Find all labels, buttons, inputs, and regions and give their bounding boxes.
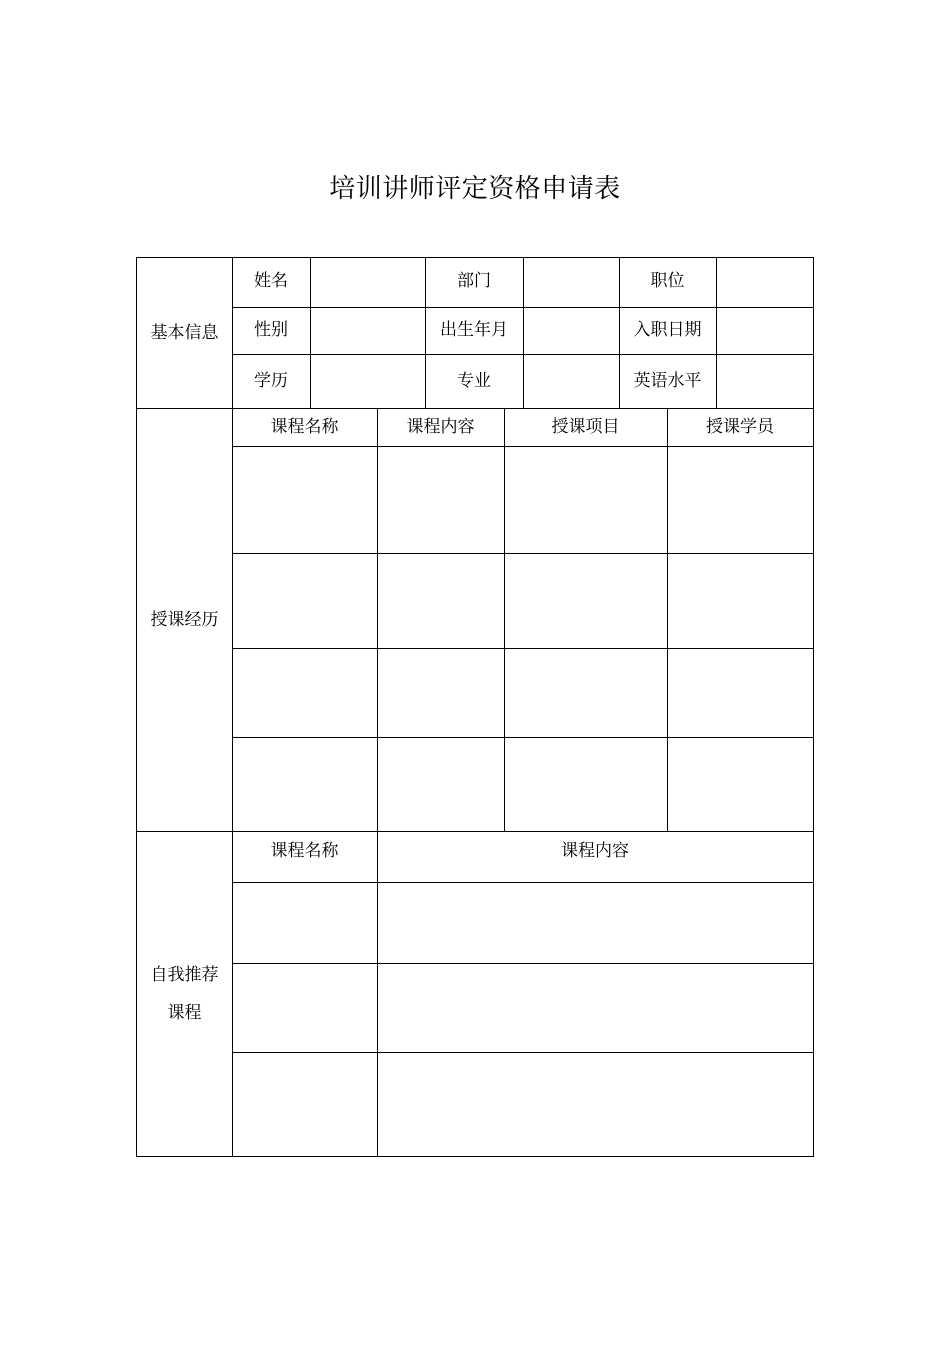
position-field[interactable] <box>717 258 813 307</box>
teaching-cell[interactable] <box>233 447 377 553</box>
teaching-cell[interactable] <box>505 447 667 553</box>
section-divider-teaching <box>136 408 814 409</box>
teaching-cell[interactable] <box>505 738 667 831</box>
table-border-bottom <box>136 1156 814 1157</box>
hire-date-field[interactable] <box>717 308 813 354</box>
teaching-cell[interactable] <box>668 738 813 831</box>
major-field[interactable] <box>524 355 619 408</box>
recommend-label-line2: 课程 <box>167 1003 202 1023</box>
birth-field[interactable] <box>524 308 619 354</box>
recommend-label-line1: 自我推荐 <box>150 965 219 985</box>
teaching-cell[interactable] <box>505 649 667 737</box>
form-title: 培训讲师评定资格申请表 <box>329 174 621 204</box>
recommend-section-label <box>136 831 233 1157</box>
teaching-cell[interactable] <box>668 447 813 553</box>
recommend-cell[interactable] <box>378 1053 813 1156</box>
education-label: 学历 <box>254 371 288 391</box>
teaching-cell[interactable] <box>378 738 504 831</box>
english-field[interactable] <box>717 355 813 408</box>
name-field[interactable] <box>311 258 425 307</box>
teaching-cell[interactable] <box>233 554 377 648</box>
teaching-col-project: 授课项目 <box>551 417 620 437</box>
name-label: 姓名 <box>254 271 288 291</box>
recommend-cell[interactable] <box>233 964 377 1052</box>
teaching-cell[interactable] <box>378 649 504 737</box>
teaching-col-course-content: 课程内容 <box>406 417 475 437</box>
education-field[interactable] <box>311 355 425 408</box>
teaching-cell[interactable] <box>668 649 813 737</box>
teaching-cell[interactable] <box>378 447 504 553</box>
section-divider-recommend <box>136 831 814 832</box>
teaching-cell[interactable] <box>233 649 377 737</box>
recommend-cell[interactable] <box>378 883 813 963</box>
position-label: 职位 <box>650 271 685 291</box>
table-border-right <box>813 257 814 1157</box>
department-label: 部门 <box>457 271 491 291</box>
major-label: 专业 <box>457 371 491 391</box>
teaching-cell[interactable] <box>233 738 377 831</box>
recommend-cell[interactable] <box>378 964 813 1052</box>
recommend-cell[interactable] <box>233 883 377 963</box>
basic-info-section-label: 基本信息 <box>150 323 219 343</box>
teaching-cell[interactable] <box>378 554 504 648</box>
recommend-col-course-name: 课程名称 <box>270 841 339 861</box>
teaching-section-label: 授课经历 <box>150 610 219 630</box>
hire-date-label: 入职日期 <box>633 320 702 340</box>
english-label: 英语水平 <box>633 371 702 391</box>
table-border-top <box>136 257 814 258</box>
teaching-cell[interactable] <box>668 554 813 648</box>
birth-label: 出生年月 <box>440 320 508 340</box>
teaching-col-course-name: 课程名称 <box>270 417 339 437</box>
gender-field[interactable] <box>311 308 425 354</box>
gender-label: 性别 <box>254 320 288 340</box>
recommend-cell[interactable] <box>233 1053 377 1156</box>
teaching-col-students: 授课学员 <box>706 417 774 437</box>
department-field[interactable] <box>524 258 619 307</box>
recommend-col-course-content: 课程内容 <box>561 841 629 861</box>
teaching-cell[interactable] <box>505 554 667 648</box>
